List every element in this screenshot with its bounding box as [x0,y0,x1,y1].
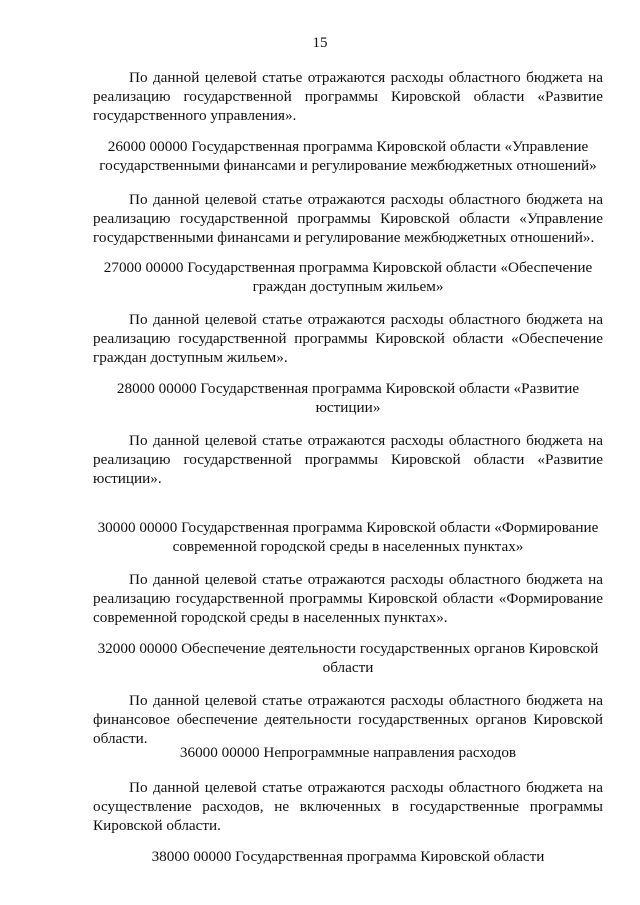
page-number: 15 [312,35,328,51]
heading-36000 [93,743,603,762]
heading-line: области [322,659,374,676]
paragraph-line: По данной целевой статье отражаются расходы областного бюджета на [129,191,603,208]
paragraph-line: По данной целевой статье отражаются расходы областного бюджета на [129,311,603,328]
heading-line: современной городской среды в населенных пунктах» [172,538,524,555]
heading-line: 27000 00000 Государственная программа Кировской области «Обеспечение [103,259,593,276]
heading-line: 32000 00000 Обеспечение деятельности государственных органов Кировской [97,640,599,657]
paragraph-housing [93,310,603,367]
paragraph-line: современной городской среды в населенных пунктах». [93,609,448,626]
paragraph-state-organs [93,691,603,748]
paragraph-non-program [93,778,603,835]
paragraph-line: реализацию государственной программы Кировской области «Управление [93,210,603,227]
paragraph-line: По данной целевой статье отражаются расходы областного бюджета на [129,432,603,449]
heading-line: 30000 00000 Государственная программа Кировской области «Формирование [97,519,599,536]
paragraph-line: финансовое обеспечение деятельности государственных органов Кировской [93,711,603,728]
paragraph-urban [93,570,603,627]
heading-line: 38000 00000 Государственная программа Кировской области [151,848,545,865]
paragraph-line: По данной целевой статье отражаются расходы областного бюджета на [129,692,603,709]
paragraph-finance [93,190,603,247]
heading-32000 [93,639,603,677]
paragraph-line: реализацию государственной программы Кировской области «Формирование [93,590,603,607]
paragraph-governance [93,68,603,125]
paragraph-line: граждан доступным жильем». [93,349,288,366]
paragraph-line: По данной целевой статье отражаются расходы областного бюджета на [129,69,603,86]
heading-line: юстиции» [315,399,381,416]
heading-30000 [93,518,603,556]
paragraph-line: государственными финансами и регулирование межбюджетных отношений». [93,229,595,246]
heading-38000 [93,847,603,866]
paragraph-line: осуществление расходов, не включенных в государственные программы [93,798,603,815]
paragraph-line: реализацию государственной программы Кировской области «Развитие [93,451,603,468]
heading-27000 [93,258,603,296]
paragraph-line: По данной целевой статье отражаются расходы областного бюджета на [129,779,603,796]
paragraph-line: реализацию государственной программы Кировской области «Обеспечение [93,330,603,347]
heading-line: граждан доступным жильем» [252,278,444,295]
heading-26000 [93,137,603,175]
paragraph-line: Кировской области. [93,817,221,834]
paragraph-line: По данной целевой статье отражаются расходы областного бюджета на [129,571,603,588]
paragraph-justice [93,431,603,488]
heading-28000 [93,379,603,417]
paragraph-line: юстиции». [93,470,162,487]
heading-line: 36000 00000 Непрограммные направления расходов [179,744,517,761]
heading-line: 28000 00000 Государственная программа Кировской области «Развитие [116,380,580,397]
paragraph-line: области. [93,730,148,747]
heading-line: 26000 00000 Государственная программа Кировской области «Управление [107,138,589,155]
paragraph-line: реализацию государственной программы Кировской области «Развитие [93,88,603,105]
heading-line: государственными финансами и регулирование межбюджетных отношений» [99,157,597,174]
paragraph-line: государственного управления». [93,107,297,124]
